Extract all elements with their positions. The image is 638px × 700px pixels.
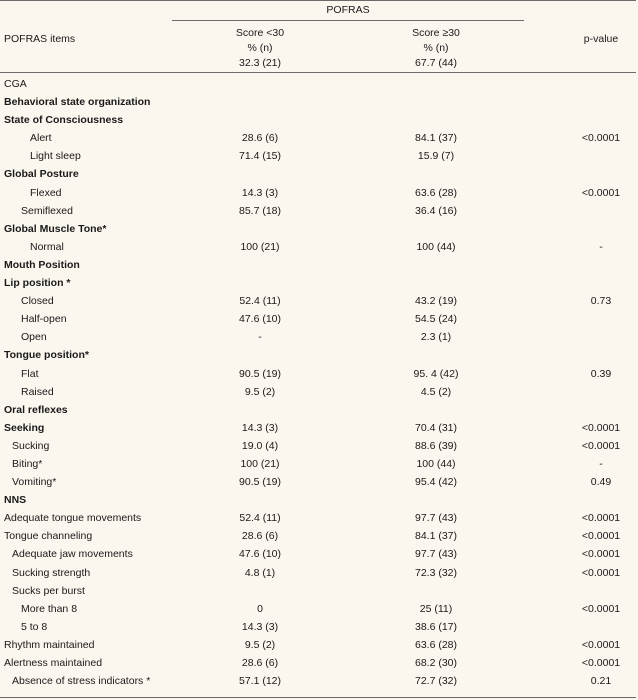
row-label: Open xyxy=(21,331,47,344)
score-lt30-cell: 90.5 (19) xyxy=(238,367,282,380)
score-lt30-cell: 100 (21) xyxy=(240,457,280,470)
table-row xyxy=(0,527,638,545)
pvalue-cell: <0.0001 xyxy=(581,566,621,579)
score-ge30-cell: 97.7 (43) xyxy=(414,512,458,525)
score-lt30-cell: 19.0 (4) xyxy=(241,439,279,452)
bottom-rule xyxy=(0,697,636,698)
row-label: Oral reflexes xyxy=(4,403,68,416)
pvalue-cell: 0.49 xyxy=(590,476,612,489)
row-label: Alertness maintained xyxy=(4,657,103,669)
row-label: Seeking xyxy=(4,421,45,434)
table-row xyxy=(0,509,638,527)
table-row xyxy=(0,473,638,491)
row-label: Flexed xyxy=(30,186,62,199)
pvalue-cell: <0.0001 xyxy=(581,657,621,669)
row-label: Rhythm maintained xyxy=(4,638,95,651)
score-lt30-cell: 28.6 (6) xyxy=(241,530,279,543)
row-label: Absence of stress indicators * xyxy=(12,675,151,688)
score-lt30-cell: 52.4 (11) xyxy=(239,512,281,525)
table-row xyxy=(0,147,638,165)
table-row xyxy=(0,419,638,437)
score-ge30-cell: 43.2 (19) xyxy=(414,295,458,308)
pvalue-cell: <0.0001 xyxy=(581,132,621,145)
items-header: POFRAS items xyxy=(4,33,76,45)
score-ge30-cell: 2.3 (1) xyxy=(420,331,452,344)
row-label: Closed xyxy=(21,295,54,308)
table-row xyxy=(0,437,638,455)
row-label: Flat xyxy=(21,367,39,380)
table-row xyxy=(0,184,638,202)
table-row xyxy=(0,129,638,147)
pofras-header: POFRAS xyxy=(326,4,370,16)
group1-count: 32.3 (21) xyxy=(238,57,282,69)
table-row xyxy=(0,310,638,328)
score-lt30-cell: 57.1 (12) xyxy=(238,675,282,688)
pvalue-cell: - xyxy=(599,457,603,470)
row-label: Mouth Position xyxy=(4,258,80,271)
table-row xyxy=(0,220,638,238)
pofras-span-rule xyxy=(172,20,524,21)
table-row xyxy=(0,401,638,419)
score-ge30-cell: 63.6 (28) xyxy=(414,186,458,199)
row-label: Tongue position* xyxy=(4,349,89,362)
row-label: CGA xyxy=(4,78,27,90)
score-ge30-cell: 95.4 (42) xyxy=(414,476,458,489)
score-ge30-cell: 72.3 (32) xyxy=(414,566,458,579)
score-lt30-cell: 47.6 (10) xyxy=(238,548,282,561)
pvalue-cell: <0.0001 xyxy=(581,421,621,434)
score-ge30-cell: 15.9 (7) xyxy=(417,150,455,163)
table-row xyxy=(0,672,638,690)
score-ge30-cell: 4.5 (2) xyxy=(420,385,452,398)
pvalue-cell: <0.0001 xyxy=(581,512,621,525)
score-ge30-cell: 84.1 (37) xyxy=(414,530,458,543)
row-label: 5 to 8 xyxy=(21,620,48,633)
row-label: Sucking xyxy=(12,439,50,452)
header-rule xyxy=(0,72,636,73)
row-label: Light sleep xyxy=(30,150,81,163)
row-label: Sucks per burst xyxy=(12,584,85,597)
pvalue-cell: <0.0001 xyxy=(581,638,621,651)
table-row xyxy=(0,93,638,111)
score-ge30-cell: 63.6 (28) xyxy=(414,638,458,651)
score-lt30-cell: 52.4 (11) xyxy=(239,295,281,308)
group2-title: Score ≥30 xyxy=(412,27,460,39)
row-label: Sucking strength xyxy=(12,566,91,579)
row-label: State of Consciousness xyxy=(4,114,124,127)
pvalue-cell: - xyxy=(599,240,603,253)
table-row xyxy=(0,654,638,672)
table-row xyxy=(0,346,638,364)
table-row xyxy=(0,238,638,256)
score-lt30-cell: 47.6 (10) xyxy=(238,313,282,326)
row-label: Normal xyxy=(30,240,64,253)
table-row xyxy=(0,292,638,310)
score-ge30-cell: 100 (44) xyxy=(416,240,456,253)
table-row xyxy=(0,600,638,618)
pvalue-cell: <0.0001 xyxy=(581,530,621,543)
row-label: Adequate jaw movements xyxy=(12,548,133,561)
score-ge30-cell: 68.2 (30) xyxy=(414,657,458,669)
table-row xyxy=(0,165,638,183)
score-lt30-cell: 28.6 (6) xyxy=(241,657,279,669)
row-label: More than 8 xyxy=(21,602,78,615)
table-row xyxy=(0,636,638,654)
row-label: Adequate tongue movements xyxy=(4,512,142,525)
row-label: Lip position * xyxy=(4,277,71,290)
pvalue-cell: <0.0001 xyxy=(581,602,621,615)
score-ge30-cell: 36.4 (16) xyxy=(414,204,458,217)
group2-header xyxy=(386,26,486,71)
score-lt30-cell: 90.5 (19) xyxy=(238,476,282,489)
table-row xyxy=(0,256,638,274)
row-label: Alert xyxy=(30,132,52,145)
score-ge30-cell: 25 (11) xyxy=(419,602,453,615)
score-ge30-cell: 97.7 (43) xyxy=(414,548,458,561)
table-row xyxy=(0,328,638,346)
row-label: Global Posture xyxy=(4,168,79,181)
row-label: Behavioral state organization xyxy=(4,96,151,109)
group2-count: 67.7 (44) xyxy=(414,57,458,69)
score-lt30-cell: 85.7 (18) xyxy=(238,204,282,217)
score-ge30-cell: 100 (44) xyxy=(416,457,456,470)
score-lt30-cell: 28.6 (6) xyxy=(241,132,279,145)
score-lt30-cell: 71.4 (15) xyxy=(238,150,282,163)
table-row xyxy=(0,564,638,582)
score-ge30-cell: 72.7 (32) xyxy=(414,675,458,688)
table-row xyxy=(0,75,638,93)
group1-header xyxy=(210,26,310,71)
group1-title: Score <30 xyxy=(235,27,285,39)
table-row xyxy=(0,582,638,600)
table-row xyxy=(0,545,638,563)
score-lt30-cell: 14.3 (3) xyxy=(241,421,279,434)
group1-unit: % (n) xyxy=(247,42,273,54)
row-label: Vomiting* xyxy=(12,476,57,489)
row-label: Global Muscle Tone* xyxy=(4,222,107,235)
pvalue-cell: <0.0001 xyxy=(581,186,621,199)
score-lt30-cell: - xyxy=(258,331,262,344)
pvalue-cell: 0.39 xyxy=(590,367,612,380)
pvalue-cell: <0.0001 xyxy=(581,548,621,561)
table-row xyxy=(0,202,638,220)
score-ge30-cell: 70.4 (31) xyxy=(414,421,458,434)
score-lt30-cell: 100 (21) xyxy=(240,240,280,253)
score-ge30-cell: 88.6 (39) xyxy=(414,439,458,452)
score-ge30-cell: 95. 4 (42) xyxy=(413,367,459,380)
table-row xyxy=(0,618,638,636)
group2-unit: % (n) xyxy=(423,42,449,54)
row-label: Semiflexed xyxy=(21,204,73,217)
pvalue-header: p-value xyxy=(583,33,619,45)
table-row xyxy=(0,455,638,473)
table-row xyxy=(0,365,638,383)
score-lt30-cell: 14.3 (3) xyxy=(241,620,279,633)
row-label: Half-open xyxy=(21,313,67,326)
score-lt30-cell: 9.5 (2) xyxy=(244,638,276,651)
score-lt30-cell: 14.3 (3) xyxy=(241,186,279,199)
pvalue-cell: 0.73 xyxy=(590,295,612,308)
score-lt30-cell: 4.8 (1) xyxy=(244,566,276,579)
score-ge30-cell: 84.1 (37) xyxy=(414,132,458,145)
table-row xyxy=(0,383,638,401)
row-label: Raised xyxy=(21,385,54,398)
row-label: Biting* xyxy=(12,457,43,470)
table-row xyxy=(0,111,638,129)
score-lt30-cell: 0 xyxy=(257,602,263,615)
pvalue-cell: 0.21 xyxy=(590,675,612,688)
row-label: NNS xyxy=(4,494,27,507)
table-body xyxy=(0,75,638,690)
row-label: Tongue channeling xyxy=(4,530,93,543)
pvalue-cell: <0.0001 xyxy=(581,439,621,452)
score-ge30-cell: 54.5 (24) xyxy=(414,313,458,326)
table-header xyxy=(0,0,638,72)
score-lt30-cell: 9.5 (2) xyxy=(244,385,276,398)
table-row xyxy=(0,491,638,509)
table-row xyxy=(0,274,638,292)
score-ge30-cell: 38.6 (17) xyxy=(414,620,458,633)
